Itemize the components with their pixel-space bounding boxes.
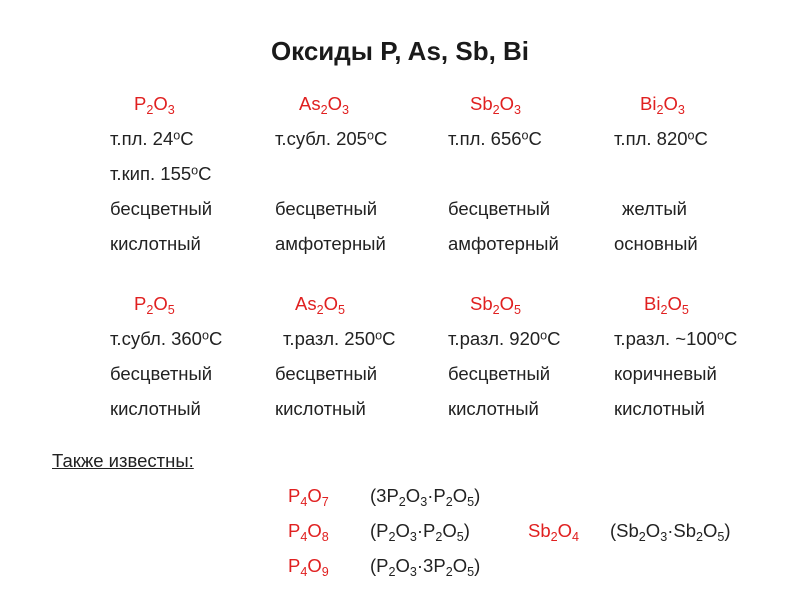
property: т.разл. $\sim 100^оС$ <box>614 328 738 349</box>
property <box>448 156 559 191</box>
property: т.пл. $820^оС$ <box>614 128 708 149</box>
also-known-label: Также известны: <box>52 450 194 471</box>
column-as2o3 <box>275 86 387 261</box>
property: амфотерный <box>275 233 386 254</box>
composition-sb2o4: $(Sb_2O_3\cdot Sb_2O_5)$ <box>610 520 731 545</box>
formula-p4o9: $P_4O_9$ <box>288 555 329 580</box>
column-as2o5 <box>275 286 396 426</box>
formula-p2o5: $P_2O_5$ <box>134 293 175 318</box>
property: основный <box>614 233 698 254</box>
property: бесцветный <box>275 198 378 219</box>
property: т.кип. $155^оС$ <box>110 163 212 184</box>
formula-p4o8: $P_4O_8$ <box>288 520 329 545</box>
property: т.разл. $920^оС$ <box>448 328 561 349</box>
composition-p4o8: $(P_2O_3\cdot P_2O_5)$ <box>370 520 470 545</box>
property: кислотный <box>110 398 201 419</box>
property: кислотный <box>448 398 539 419</box>
column-sb2o3 <box>448 86 559 261</box>
property: амфотерный <box>448 233 559 254</box>
column-bi2o5 <box>614 286 737 426</box>
composition-p4o7: $(3P_2O_3\cdot P_2O_5)$ <box>370 485 481 510</box>
formula-p4o7: $P_4O_7$ <box>288 485 329 510</box>
formula-as2o3: $As_2O_3$ <box>299 93 349 118</box>
column-p2o3 <box>110 86 212 261</box>
property: желтый <box>622 198 687 219</box>
property: т.разл. $250^оС$ <box>283 328 396 349</box>
column-p2o5 <box>110 286 222 426</box>
formula-bi2o3: $Bi_2O_3$ <box>640 93 685 118</box>
property: бесцветный <box>275 363 378 384</box>
column-sb2o5 <box>448 286 561 426</box>
property: т.субл. $360^оС$ <box>110 328 223 349</box>
property: коричневый <box>614 363 717 384</box>
formula-sb2o5: $Sb_2O_5$ <box>470 293 522 318</box>
property: кислотный <box>275 398 366 419</box>
property: кислотный <box>614 398 705 419</box>
property: т.субл. $205^оС$ <box>275 128 388 149</box>
formula-sb2o4: $Sb_2O_4$ <box>528 520 580 545</box>
property: бесцветный <box>448 198 551 219</box>
property <box>614 156 708 191</box>
formula-p2o3: $P_2O_3$ <box>134 93 175 118</box>
property: бесцветный <box>448 363 551 384</box>
column-bi2o3 <box>614 86 708 261</box>
property <box>275 156 387 191</box>
formula-sb2o3: $Sb_2O_3$ <box>470 93 522 118</box>
composition-p4o9: $(P_2O_3\cdot 3P_2O_5)$ <box>370 555 481 580</box>
property: кислотный <box>110 233 201 254</box>
formula-as2o5: $As_2O_5$ <box>295 293 345 318</box>
property: бесцветный <box>110 198 213 219</box>
property: бесцветный <box>110 363 213 384</box>
formula-bi2o5: $Bi_2O_5$ <box>644 293 689 318</box>
property: т.пл. $656^оС$ <box>448 128 542 149</box>
page-title: Оксиды P, As, Sb, Bi <box>270 36 530 66</box>
property: т.пл. $24^оС$ <box>110 128 194 149</box>
